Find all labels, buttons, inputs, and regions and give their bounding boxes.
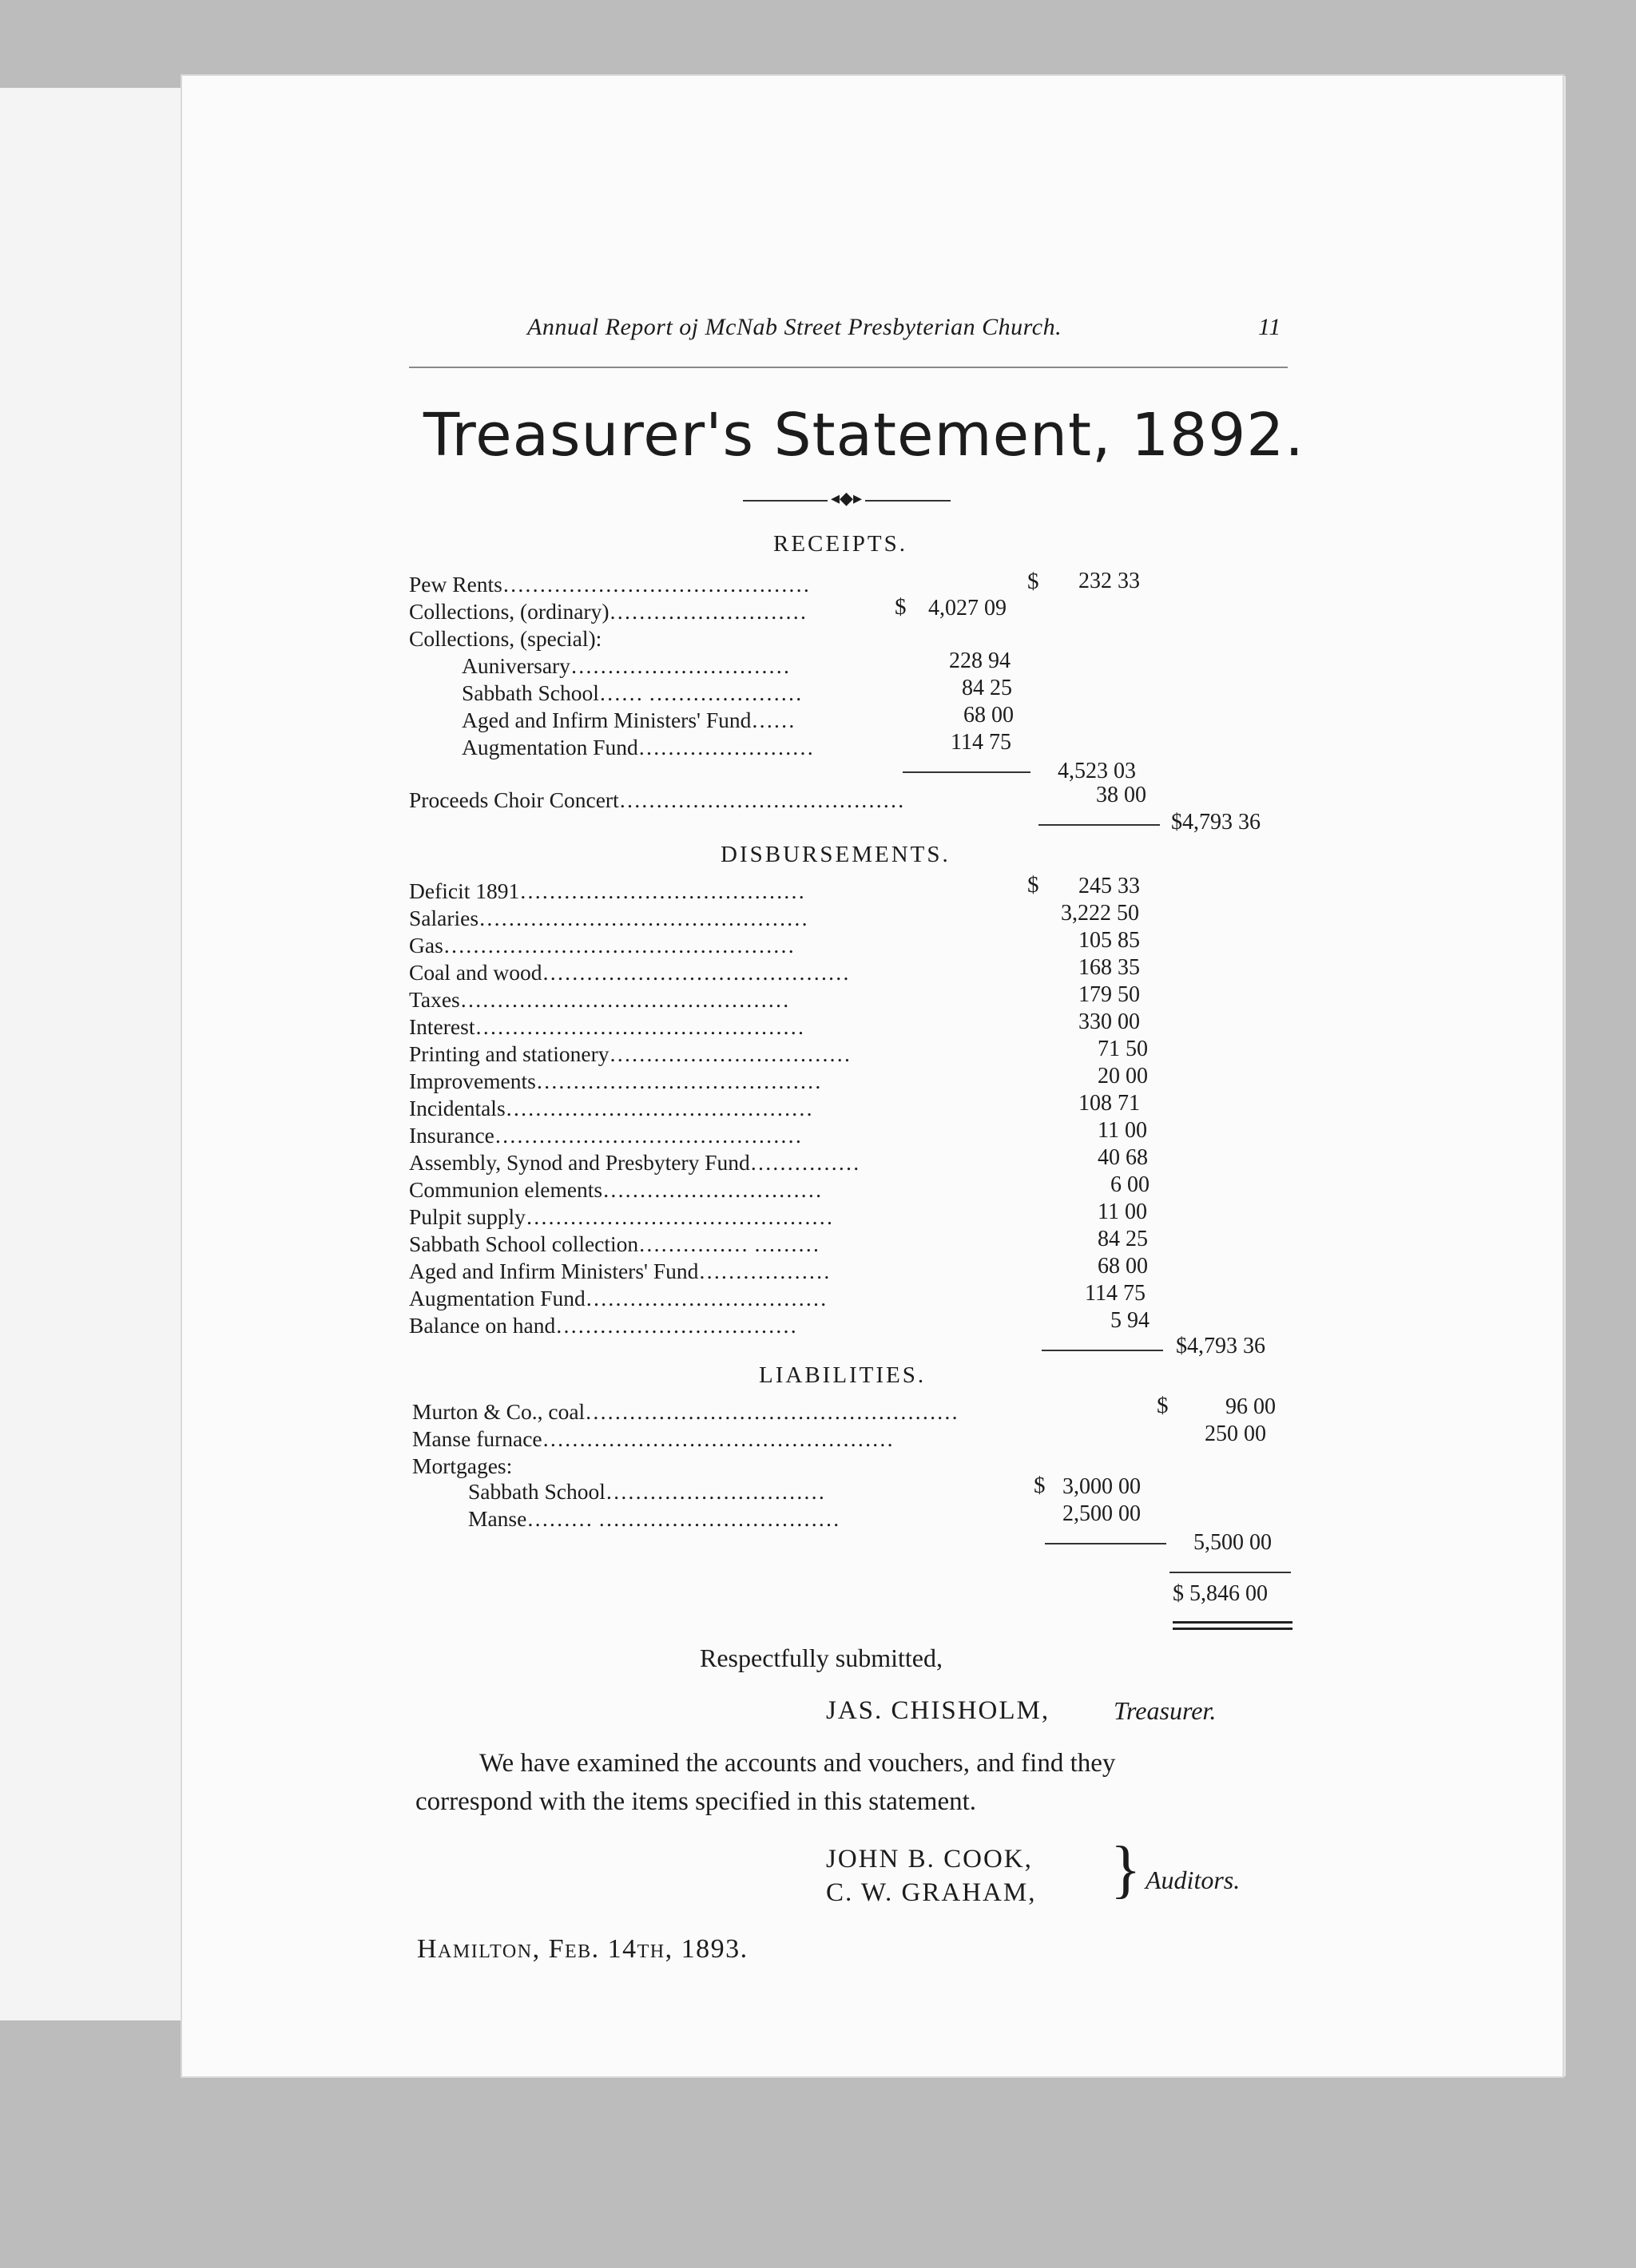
disbursement-label: Improvements…………………………………: [409, 1069, 822, 1093]
disbursement-amount: 330 00: [1078, 1009, 1140, 1034]
receipts-heading: RECEIPTS.: [773, 531, 907, 557]
grand-total-double-rule-2: [1173, 1628, 1293, 1630]
treasurer-title: Treasurer.: [1114, 1696, 1217, 1725]
disbursement-label: Deficit 1891…………………………………: [409, 878, 805, 903]
disbursement-label: Balance on hand……………………………: [409, 1313, 797, 1338]
disbursement-label: Augmentation Fund……………………………: [409, 1286, 828, 1310]
receipt-pew-rents-dollar: $: [1027, 569, 1039, 594]
liability-mortgage-manse-amount: 2,500 00: [1062, 1501, 1141, 1526]
disbursement-dollar: $: [1027, 872, 1039, 898]
liability-murton-label: Murton & Co., coal……………………………………………: [412, 1399, 959, 1424]
disbursements-total-rule: [1042, 1350, 1163, 1351]
mortgages-total-rule: [1045, 1543, 1166, 1544]
disbursement-amount: 11 00: [1098, 1118, 1147, 1143]
header-rule: [409, 367, 1288, 368]
disbursement-label: Assembly, Synod and Presbytery Fund……………: [409, 1150, 860, 1175]
receipt-special-sabbath-label: Sabbath School…… …………………: [462, 680, 803, 705]
disbursement-amount: 11 00: [1098, 1199, 1147, 1224]
page-number: 11: [1258, 314, 1281, 340]
receipt-choir-label: Proceeds Choir Concert…………………………………: [409, 787, 905, 812]
receipts-total-rule: [1038, 824, 1160, 826]
receipts-subtotal-rule: [903, 771, 1030, 773]
liability-manse-furnace-label: Manse furnace…………………………………………: [412, 1426, 894, 1451]
receipt-pew-rents-amount: 232 33: [1078, 569, 1140, 593]
receipt-pew-rents-label: Pew Rents……………………………………: [409, 572, 810, 597]
disbursement-amount: 71 50: [1098, 1037, 1148, 1061]
liabilities-grand-total-amount: $ 5,846 00: [1173, 1581, 1268, 1606]
disbursement-amount: 108 71: [1078, 1091, 1140, 1116]
disbursement-amount: 3,222 50: [1061, 901, 1139, 926]
respectfully-submitted: Respectfully submitted,: [700, 1644, 943, 1672]
liabilities-heading: LIABILITIES.: [759, 1362, 927, 1388]
auditor-statement-line-2: correspond with the items specified in this statement.: [415, 1787, 977, 1816]
disbursement-amount: 84 25: [1098, 1227, 1148, 1251]
treasurer-name: JAS. CHISHOLM,: [826, 1696, 1050, 1725]
receipt-choir-amount: 38 00: [1096, 783, 1146, 807]
grand-total-double-rule-1: [1173, 1621, 1293, 1624]
auditors-brace-icon: }: [1110, 1834, 1142, 1905]
disbursement-amount: 68 00: [1098, 1254, 1148, 1279]
receipt-collections-special-label: Collections, (special):: [409, 626, 602, 651]
ornament-icon: ◂◆▸: [828, 488, 865, 509]
disbursement-amount: 179 50: [1078, 982, 1140, 1007]
disbursement-label: Communion elements…………………………: [409, 1177, 823, 1202]
liability-mortgage-sabbath-dollar: $: [1034, 1473, 1046, 1498]
page-title: Treasurer's Statement, 1892.: [423, 401, 1304, 470]
disbursement-label: Insurance……………………………………: [409, 1123, 802, 1148]
disbursement-label: Pulpit supply……………………………………: [409, 1204, 833, 1229]
disbursement-amount: 20 00: [1098, 1064, 1148, 1088]
receipt-special-anniversary-amount: 228 94: [949, 648, 1011, 673]
disbursements-heading: DISBURSEMENTS.: [721, 842, 951, 867]
liability-mortgages-label: Mortgages:: [412, 1453, 513, 1478]
disbursement-amount: 6 00: [1110, 1172, 1150, 1197]
disbursement-amount: 5 94: [1110, 1308, 1150, 1333]
receipt-collections-ordinary-amount: 4,027 09: [928, 596, 1007, 621]
disbursement-label: Salaries………………………………………: [409, 906, 808, 930]
receipt-special-augmentation-label: Augmentation Fund……………………: [462, 735, 814, 759]
liability-murton-amount: 96 00: [1225, 1394, 1276, 1419]
receipts-subtotal-amount: 4,523 03: [1058, 759, 1136, 783]
liabilities-grand-total-top-rule: [1169, 1572, 1291, 1573]
receipt-special-aged-amount: 68 00: [963, 703, 1014, 728]
auditor-name-2: C. W. GRAHAM,: [826, 1878, 1037, 1907]
auditor-name-1: JOHN B. COOK,: [826, 1845, 1033, 1873]
auditor-statement-line-1: We have examined the accounts and vouchers, and find they: [479, 1749, 1116, 1778]
receipt-collections-ordinary-dollar: $: [895, 594, 907, 620]
liability-murton-dollar: $: [1157, 1393, 1169, 1418]
disbursement-label: Aged and Infirm Ministers' Fund………………: [409, 1259, 831, 1283]
disbursement-amount: 168 35: [1078, 955, 1140, 980]
disbursement-label: Taxes………………………………………: [409, 987, 790, 1012]
auditors-title: Auditors.: [1146, 1866, 1241, 1894]
mortgages-total-amount: 5,500 00: [1193, 1530, 1272, 1555]
receipt-special-aged-label: Aged and Infirm Ministers' Fund……: [462, 708, 796, 732]
receipts-total-amount: $4,793 36: [1171, 810, 1261, 835]
disbursement-label: Incidentals……………………………………: [409, 1096, 813, 1120]
liability-mortgage-sabbath-label: Sabbath School…………………………: [468, 1479, 825, 1504]
disbursement-label: Gas…………………………………………: [409, 933, 795, 958]
receipt-special-augmentation-amount: 114 75: [951, 730, 1011, 755]
disbursement-label: Sabbath School collection…………… ………: [409, 1231, 820, 1256]
receipt-special-sabbath-amount: 84 25: [962, 676, 1012, 700]
place-and-date: Hamilton, Feb. 14th, 1893.: [417, 1934, 749, 1964]
disbursement-amount: 114 75: [1085, 1281, 1146, 1306]
running-head-title: Annual Report oj McNab Street Presbyterian Church.: [527, 314, 1062, 340]
liability-mortgage-manse-label: Manse……… ……………………………: [468, 1506, 840, 1531]
disbursement-amount: 40 68: [1098, 1145, 1148, 1170]
disbursement-label: Interest………………………………………: [409, 1014, 804, 1039]
facing-page: [0, 88, 194, 2020]
liability-manse-furnace-amount: 250 00: [1205, 1421, 1266, 1446]
liability-mortgage-sabbath-amount: 3,000 00: [1062, 1474, 1141, 1499]
receipt-special-anniversary-label: Auniversary…………………………: [462, 653, 790, 678]
disbursement-amount: 245 33: [1078, 874, 1140, 898]
receipt-collections-ordinary-label: Collections, (ordinary)………………………: [409, 599, 807, 624]
disbursement-label: Printing and stationery……………………………: [409, 1041, 852, 1066]
disbursement-amount: 105 85: [1078, 928, 1140, 953]
disbursement-label: Coal and wood……………………………………: [409, 960, 850, 985]
disbursements-total-amount: $4,793 36: [1176, 1334, 1265, 1358]
